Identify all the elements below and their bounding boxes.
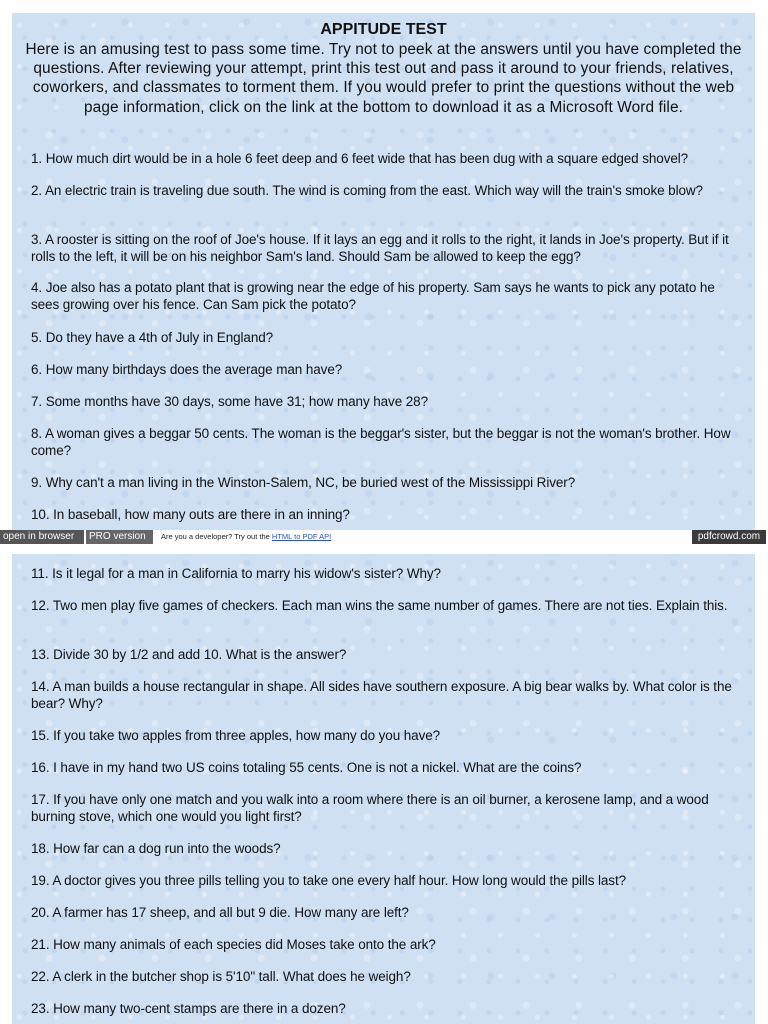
question-23: 23. How many two-cent stamps are there in a dozen? xyxy=(31,1001,346,1016)
question-9: 9. Why can't a man living in the Winston-Salem, NC, be buried west of the Mississippi River? xyxy=(31,475,576,490)
developer-promo xyxy=(161,532,331,542)
question-14: 14. A man builds a house rectangular in shape. All sides have southern exposure. A big bear walks by. What color is the bear? Why? xyxy=(31,679,732,711)
developer-promo-text: Are you a developer? Try out the xyxy=(161,532,272,541)
question-7: 7. Some months have 30 days, some have 31; how many have 28? xyxy=(31,394,428,409)
question-11: 11. Is it legal for a man in California to marry his widow's sister? Why? xyxy=(31,566,441,581)
question-22: 22. A clerk in the butcher shop is 5'10" tall. What does he weigh? xyxy=(31,969,411,984)
question-5: 5. Do they have a 4th of July in England? xyxy=(31,330,274,345)
open-in-browser-button[interactable]: open in browser xyxy=(0,530,84,544)
question-21: 21. How many animals of each species did Moses take onto the ark? xyxy=(31,937,436,952)
question-12: 12. Two men play five games of checkers. Each man wins the same number of games. There are not ties. Explain this. xyxy=(31,598,728,613)
document-page-2 xyxy=(12,554,755,1024)
document-page-1 xyxy=(12,13,755,530)
question-15: 15. If you take two apples from three apples, how many do you have? xyxy=(31,728,441,743)
question-10: 10. In baseball, how many outs are there in an inning? xyxy=(31,507,350,522)
pdfcrowd-brand-link[interactable]: pdfcrowd.com xyxy=(692,530,766,544)
question-13: 13. Divide 30 by 1/2 and add 10. What is the answer? xyxy=(31,647,347,662)
pro-version-button[interactable]: PRO version xyxy=(86,530,153,544)
question-17: 17. If you have only one match and you walk into a room where there is an oil burner, a kerosene lamp, and a wood burning stove, which one would you light first? xyxy=(31,792,709,824)
question-3: 3. A rooster is sitting on the roof of Joe's house. If it lays an egg and it rolls to the right, it lands in Joe's property. But if it rolls to the left, it will be on his neighbor Sam's land. Should Sam be allowed to keep the egg? xyxy=(31,232,729,264)
question-20: 20. A farmer has 17 sheep, and all but 9 die. How many are left? xyxy=(31,905,409,920)
question-6: 6. How many birthdays does the average man have? xyxy=(31,362,343,377)
question-8: 8. A woman gives a beggar 50 cents. The woman is the beggar's sister, but the beggar is not the woman's brother. How come? xyxy=(31,426,731,458)
question-19: 19. A doctor gives you three pills telling you to take one every half hour. How long would the pills last? xyxy=(31,873,627,888)
html-to-pdf-api-link[interactable]: HTML to PDF API xyxy=(271,532,332,541)
pdf-toolbar xyxy=(0,530,768,545)
question-1: 1. How much dirt would be in a hole 6 feet deep and 6 feet wide that has been dug with a square edged shovel? xyxy=(31,151,689,166)
question-2: 2. An electric train is traveling due south. The wind is coming from the east. Which way will the train's smoke blow? xyxy=(31,183,703,198)
intro-paragraph: Here is an amusing test to pass some time. Try not to peek at the answers until you have completed the questions. After reviewing your attempt, print this test out and pass it around to your friends, relatives, coworkers, and classmates to torment them. If you would prefer to print the questions without the web page information, click on the link at the bottom to download it as a Microsoft Word file. xyxy=(25,41,742,116)
question-4: 4. Joe also has a potato plant that is growing near the edge of his property. Sam says he wants to pick any potato he sees growing over his fence. Can Sam pick the potato? xyxy=(31,280,715,312)
question-18: 18. How far can a dog run into the woods? xyxy=(31,841,281,856)
page-title: APPITUDE TEST xyxy=(320,21,447,38)
question-16: 16. I have in my hand two US coins totaling 55 cents. One is not a nickel. What are the coins? xyxy=(31,760,582,775)
